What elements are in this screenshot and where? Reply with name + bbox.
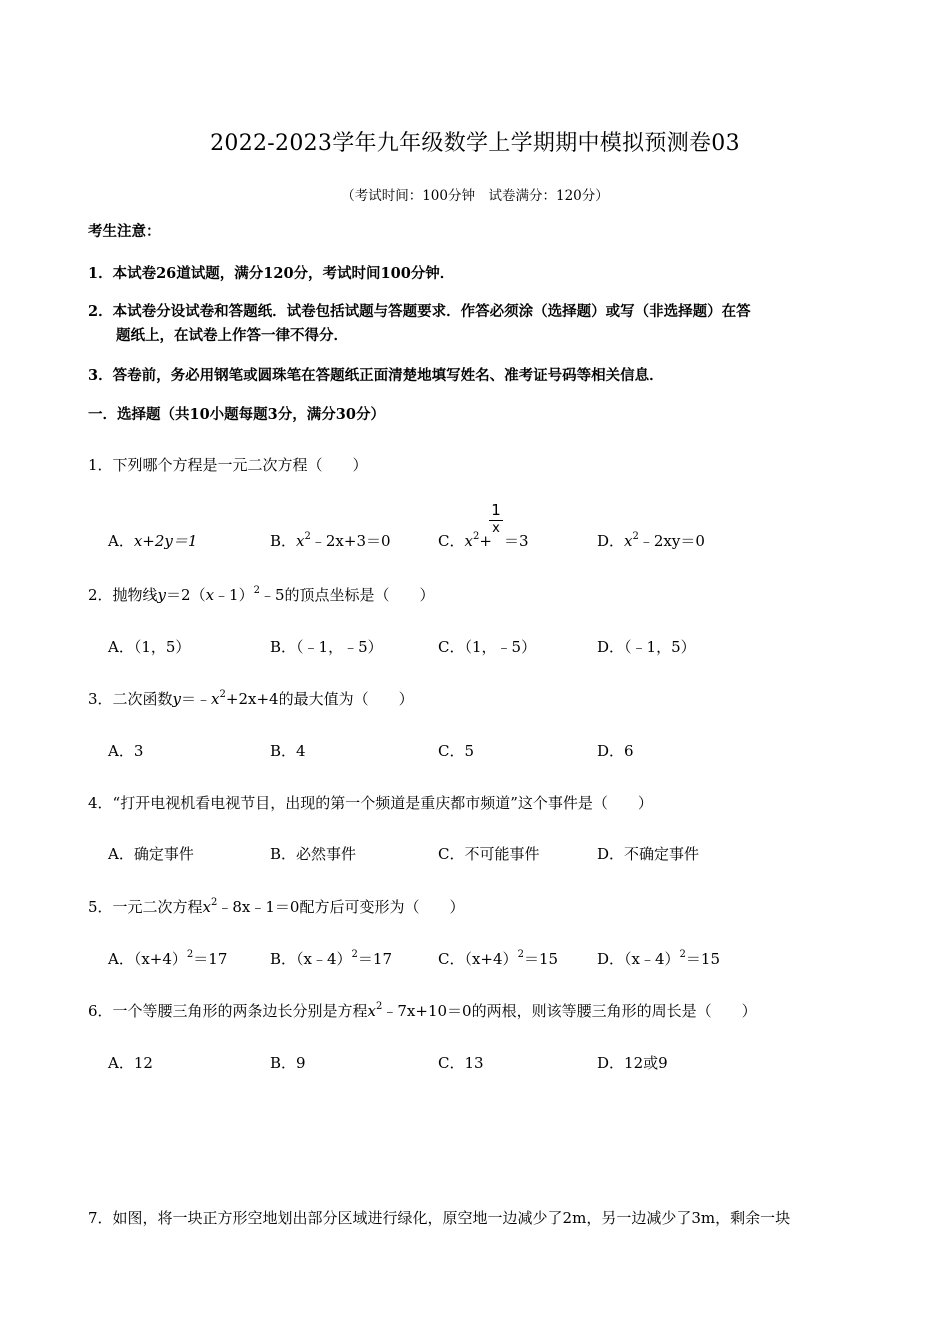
question-2-stem: 2．抛物线y＝2（x﹣1）$^2$﹣5的顶点坐标是（ ） <box>88 585 435 604</box>
question-1-option-b: B．$x^2﹣2x+3=0$ <box>270 531 391 550</box>
question-2-option-b: B．（﹣1，﹣5） <box>270 638 383 656</box>
question-4-option-a: A．确定事件 <box>108 845 194 863</box>
question-5-stem: 5．一元二次方程$x^2﹣8x﹣1=0$配方后可变形为（ ） <box>88 897 465 916</box>
question-1-stem: 1．下列哪个方程是一元二次方程（ ） <box>88 456 368 474</box>
question-6-option-d: D．12或9 <box>597 1054 668 1072</box>
question-1-option-c-rhs: ＝3 <box>504 532 529 550</box>
question-5-option-b: B．（x﹣4）$^2$＝17 <box>270 949 392 968</box>
question-3-stem: 3．二次函数$y=﹣x^2+2x+4$的最大值为（ ） <box>88 689 414 708</box>
question-7-stem: 7．如图，将一块正方形空地划出部分区域进行绿化，原空地一边减少了2m，另一边减少了3m，剩余一块 <box>88 1209 791 1227</box>
question-3-option-d: D．6 <box>597 742 634 760</box>
question-4-option-c: C．不可能事件 <box>438 845 540 863</box>
question-2-option-d: D．（﹣1，5） <box>597 638 696 656</box>
question-2-option-c: C．（1，﹣5） <box>438 638 537 656</box>
section-heading: 一．选择题（共10小题每题3分，满分30分） <box>88 406 385 423</box>
question-6-stem: 6．一个等腰三角形的两条边长分别是方程$x^2﹣7x+10=0$的两根，则该等腰三角形的周长是（ ） <box>88 1001 757 1020</box>
notice-item-2-line-2: 题纸上，在试卷上作答一律不得分． <box>116 327 348 344</box>
question-6-option-a: A．12 <box>108 1054 153 1072</box>
question-1-option-d: D．$x^2﹣2xy=0$ <box>597 531 705 550</box>
question-2-option-a: A．（1，5） <box>108 638 191 656</box>
question-5-option-c: C．$(x+4)^2=15$ <box>438 949 559 968</box>
question-5-option-a: A．$(x+4)^2=17$ <box>108 949 228 968</box>
question-1-option-c: C．$x^2+$ <box>438 531 492 550</box>
notice-item-2-line-1: 2．本试卷分设试卷和答题纸．试卷包括试题与答题要求．作答必须涂（选择题）或写（非选择题）在答 <box>88 303 751 320</box>
exam-info: （考试时间：100分钟 试卷满分：120分） <box>341 188 609 204</box>
question-4-option-b: B．必然事件 <box>270 845 357 863</box>
question-3-option-a: A．3 <box>108 742 144 760</box>
notice-item-1: 1．本试卷26道试题，满分120分，考试时间100分钟． <box>88 265 455 282</box>
question-3-option-b: B．4 <box>270 742 306 760</box>
question-4-stem: 4．“打开电视机看电视节目，出现的第一个频道是重庆都市频道”这个事件是（ ） <box>88 794 653 812</box>
question-1-option-c-fraction: $\frac{1}{x}$ <box>489 500 503 537</box>
question-3-option-c: C．5 <box>438 742 475 760</box>
question-5-option-d: D．（x﹣4）$^2$＝15 <box>597 949 720 968</box>
question-6-option-b: B．9 <box>270 1054 306 1072</box>
notice-heading: 考生注意： <box>88 223 161 240</box>
question-4-option-d: D．不确定事件 <box>597 845 700 863</box>
question-6-option-c: C．13 <box>438 1054 484 1072</box>
page-title: 2022-2023学年九年级数学上学期期中模拟预测卷03 <box>210 131 740 156</box>
notice-item-3: 3．答卷前，务必用钢笔或圆珠笔在答题纸正面清楚地填写姓名、准考证号码等相关信息． <box>88 367 664 384</box>
question-1-option-a: A．x+2y＝1 <box>108 532 198 550</box>
